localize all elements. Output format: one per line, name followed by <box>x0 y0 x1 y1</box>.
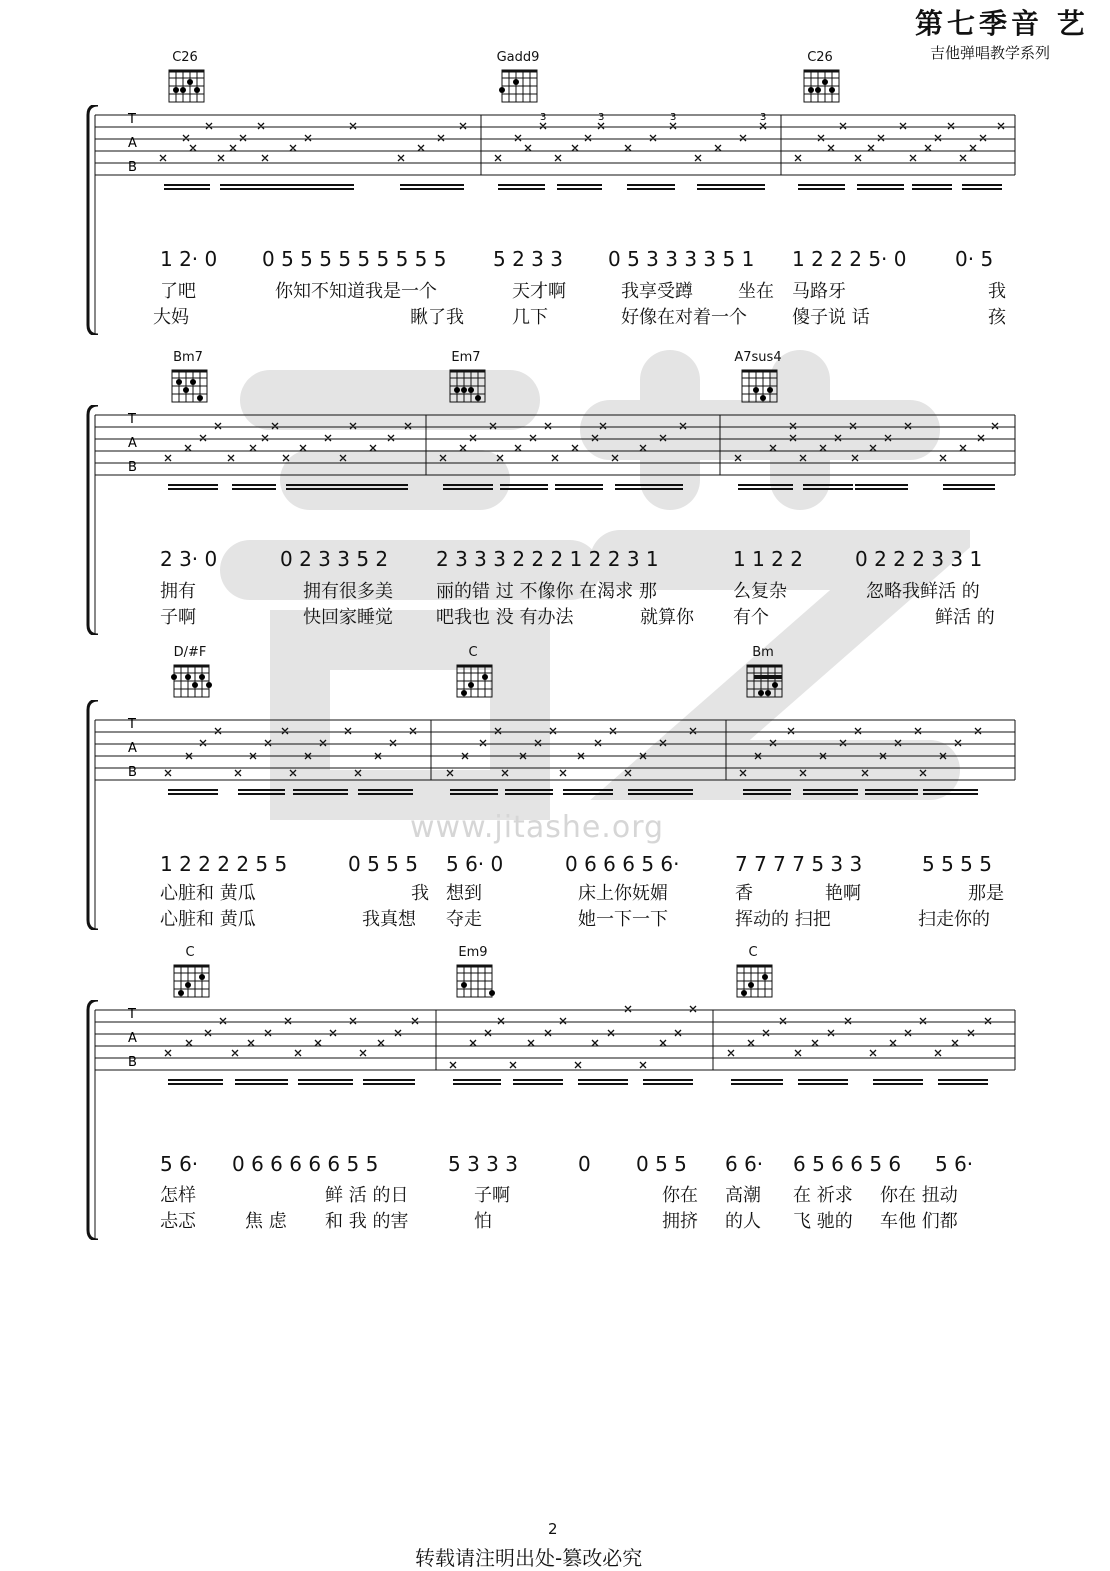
lyric: 和 我 的害 <box>325 1211 409 1232</box>
brand-title: 第七季音 艺 <box>915 7 1089 40</box>
lyric: 坐在 <box>738 281 774 302</box>
jianpu-notes: 2 3· 0 <box>160 547 218 571</box>
svg-text:B: B <box>128 160 137 175</box>
lyric: 焦 虑 <box>245 1211 287 1232</box>
lyric: 就算你 <box>640 607 694 628</box>
svg-text:T: T <box>128 717 136 732</box>
jianpu-notes: 0· 5 <box>955 247 994 271</box>
chord-diagram <box>158 350 218 410</box>
lyric: 马路牙 <box>792 281 846 302</box>
lyric: 你在 扭动 <box>880 1185 958 1206</box>
lyric: 怎样 <box>160 1185 196 1206</box>
jianpu-notes: 0 2 3 3 5 2 <box>280 547 389 571</box>
jianpu-notes: 2 3 3 3 2 2 2 1 2 2 3 1 <box>436 547 659 571</box>
jianpu-notes: 0 2 2 2 3 3 1 <box>855 547 983 571</box>
svg-text:A: A <box>128 1031 137 1046</box>
chord-diagram <box>488 50 548 110</box>
jianpu-notes: 0 5 5 5 <box>348 852 418 876</box>
copyright-footer: 转载请注明出处-篡改必究 <box>415 1546 643 1570</box>
chord-name: C <box>748 945 758 960</box>
brand-subtitle: 吉他弹唱教学系列 <box>930 44 1051 62</box>
lyric: 快回家睡觉 <box>303 607 393 628</box>
jianpu-notes: 0 <box>578 1152 591 1176</box>
lyric: 有个 <box>733 607 769 628</box>
jianpu-notes: 5 6· <box>935 1152 974 1176</box>
chord-diagram <box>443 645 503 705</box>
lyric: 我享受蹲 <box>621 281 693 302</box>
lyric: 傻子说 话 <box>792 307 870 328</box>
lyric: 孩 <box>988 307 1006 328</box>
jianpu-notes: 5 5 5 5 <box>922 852 992 876</box>
chord-diagram <box>160 945 220 1005</box>
lyric: 心脏和 黄瓜 <box>160 883 256 904</box>
chord-grid-icon <box>168 661 212 701</box>
jianpu-notes: 5 2 3 3 <box>493 247 563 271</box>
chord-diagram <box>155 50 215 110</box>
chord-grid-icon <box>166 366 210 406</box>
lyric: 你知不知道我是一个 <box>275 281 437 302</box>
svg-text:3: 3 <box>670 112 677 123</box>
lyric: 忐忑 <box>160 1211 196 1232</box>
jianpu-notes: 0 6 6 6 6 6 5 5 <box>232 1152 379 1176</box>
jianpu-notes: 1 2 2 2 2 5 5 <box>160 852 288 876</box>
chord-diagram <box>728 350 788 410</box>
chord-name: Bm <box>752 645 774 660</box>
lyric: 想到 <box>446 883 482 904</box>
lyric: 高潮 <box>725 1185 761 1206</box>
chord-diagram <box>436 350 496 410</box>
lyric: 香 <box>735 883 753 904</box>
chord-diagram <box>733 645 793 705</box>
chord-diagram <box>443 945 503 1005</box>
chord-grid-icon <box>496 66 540 106</box>
svg-text:A: A <box>128 436 137 451</box>
lyric: 在 祈求 <box>793 1185 853 1206</box>
lyric: 飞 驰的 <box>793 1211 853 1232</box>
lyric: 扫走你的 <box>918 909 990 930</box>
svg-text:B: B <box>128 765 137 780</box>
jianpu-notes: 7 7 7 7 5 3 3 <box>735 852 863 876</box>
chord-name: C <box>185 945 195 960</box>
jianpu-notes: 1 2 2 2 5· 0 <box>792 247 907 271</box>
lyric: 我真想 <box>362 909 416 930</box>
lyric: 车他 们都 <box>880 1211 958 1232</box>
jianpu-notes: 0 5 5 5 5 5 5 5 5 5 <box>262 247 447 271</box>
svg-text:B: B <box>128 460 137 475</box>
lyric: 怕 <box>474 1211 492 1232</box>
jianpu-notes: 0 5 3 3 3 3 5 1 <box>608 247 755 271</box>
lyric: 好像在对着一个 <box>621 307 747 328</box>
lyric: 艳啊 <box>825 883 861 904</box>
chord-name: D/#F <box>173 645 207 660</box>
svg-text:T: T <box>128 112 136 127</box>
svg-text:3: 3 <box>540 112 547 123</box>
chord-name: Gadd9 <box>496 50 540 65</box>
jianpu-notes: 0 6 6 6 5 6· <box>565 852 680 876</box>
chord-name: Em9 <box>458 945 488 960</box>
jianpu-notes: 5 6· <box>160 1152 199 1176</box>
jianpu-notes: 5 6· 0 <box>446 852 504 876</box>
chord-grid-icon <box>163 66 207 106</box>
chord-grid-icon <box>741 661 785 701</box>
chord-name: A7sus4 <box>734 350 782 365</box>
lyric: 大妈 <box>153 307 189 328</box>
chord-grid-icon <box>798 66 842 106</box>
chord-grid-icon <box>736 366 780 406</box>
svg-text:A: A <box>128 136 137 151</box>
chord-grid-icon <box>451 961 495 1001</box>
svg-text:T: T <box>128 412 136 427</box>
lyric: 了吧 <box>160 281 196 302</box>
jianpu-notes: 6 5 6 6 5 6 <box>793 1152 902 1176</box>
lyric: 拥有很多美 <box>303 581 393 602</box>
chord-diagram <box>723 945 783 1005</box>
lyric: 瞅了我 <box>410 307 464 328</box>
lyric: 子啊 <box>160 607 196 628</box>
page-number: 2 <box>548 1520 558 1538</box>
lyric: 天才啊 <box>512 281 566 302</box>
svg-text:3: 3 <box>760 112 767 123</box>
svg-text:B: B <box>128 1055 137 1070</box>
chord-name: Bm7 <box>173 350 203 365</box>
lyric: 子啊 <box>474 1185 510 1206</box>
lyric: 丽的错 过 不像你 在渴求 那 <box>436 581 657 602</box>
jianpu-notes: 1 2· 0 <box>160 247 218 271</box>
chord-diagram <box>790 50 850 110</box>
svg-text:A: A <box>128 741 137 756</box>
lyric: 的人 <box>725 1211 761 1232</box>
chord-grid-icon <box>451 661 495 701</box>
lyric: 那是 <box>968 883 1004 904</box>
lyric: 她一下一下 <box>578 909 668 930</box>
lyric: 拥有 <box>160 581 196 602</box>
lyric: 鲜 活 的日 <box>325 1185 409 1206</box>
lyric: 床上你妩媚 <box>578 883 668 904</box>
lyric: 忽略我鲜活 的 <box>866 581 980 602</box>
chord-name: C26 <box>172 50 198 65</box>
lyric: 我 <box>988 281 1006 302</box>
jianpu-notes: 6 6· <box>725 1152 764 1176</box>
lyric: 挥动的 扫把 <box>735 909 831 930</box>
lyric: 拥挤 <box>662 1211 698 1232</box>
svg-text:3: 3 <box>598 112 605 123</box>
jianpu-notes: 0 5 5 <box>636 1152 687 1176</box>
watermark-url: www.jitashe.org <box>410 810 665 845</box>
svg-text:T: T <box>128 1007 136 1022</box>
chord-name: C26 <box>807 50 833 65</box>
chord-diagram <box>160 645 220 705</box>
chord-grid-icon <box>731 961 775 1001</box>
lyric: 么复杂 <box>733 581 787 602</box>
chord-grid-icon <box>168 961 212 1001</box>
lyric: 心脏和 黄瓜 <box>160 909 256 930</box>
lyric: 鲜活 的 <box>935 607 995 628</box>
chord-name: Em7 <box>451 350 481 365</box>
chord-name: C <box>468 645 478 660</box>
jianpu-notes: 1 1 2 2 <box>733 547 803 571</box>
lyric: 几下 <box>512 307 548 328</box>
lyric: 吧我也 没 有办法 <box>436 607 574 628</box>
jianpu-notes: 5 3 3 3 <box>448 1152 518 1176</box>
lyric: 我 <box>411 883 429 904</box>
chord-grid-icon <box>444 366 488 406</box>
lyric: 你在 <box>662 1185 698 1206</box>
lyric: 夺走 <box>446 909 482 930</box>
